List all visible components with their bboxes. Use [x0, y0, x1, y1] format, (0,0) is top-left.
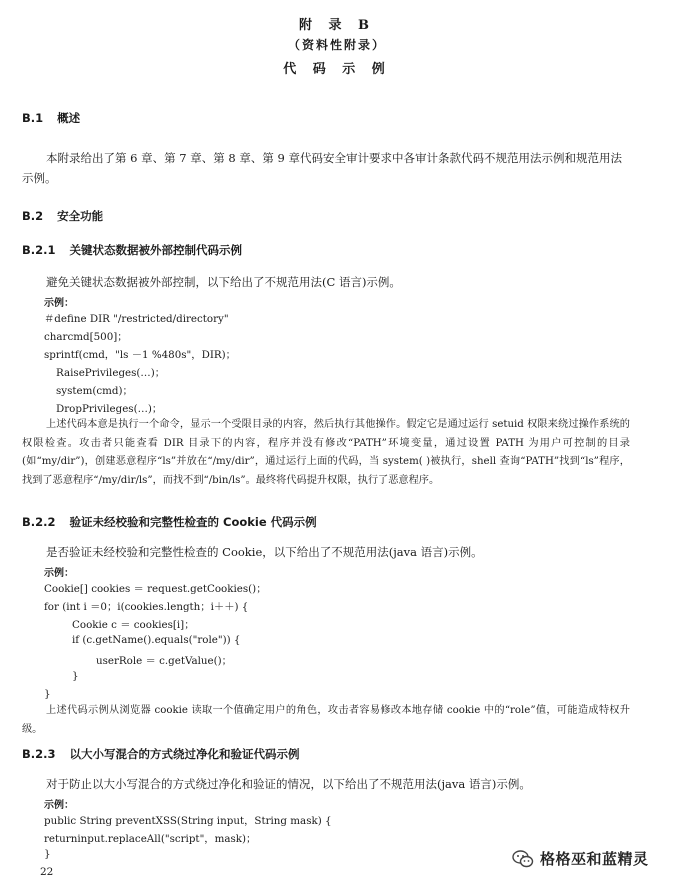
watermark: [512, 848, 649, 869]
code-line: Cookie c ＝ cookies[i]；: [72, 619, 195, 631]
example-label: 示例：: [44, 800, 74, 811]
section-title: 关键状态数据被外部控制代码示例: [69, 243, 243, 257]
code-line: ＃define DIR "/restricted/directory": [44, 313, 229, 325]
section-b21-intro: 避免关键状态数据被外部控制，以下给出了不规范用法(C 语言)示例。: [46, 275, 401, 289]
section-b2-heading: [22, 208, 103, 224]
section-b22-heading: [22, 514, 317, 530]
section-number: B.2.2: [22, 515, 56, 529]
section-title: 概述: [57, 111, 81, 125]
code-line: charcmd[500]；: [44, 331, 128, 343]
section-b21-heading: [22, 242, 242, 258]
appendix-title: 代 码 示 例: [283, 62, 391, 77]
appendix-nature: （资料性附录）: [287, 38, 386, 52]
code-line: Cookie[] cookies ＝ request.getCookies()；: [44, 583, 267, 595]
section-b22-description: 上述代码示例从浏览器 cookie 读取一个值确定用户的角色，攻击者容易修改本地存储 cookie 中的“role”值，可能造成特权升级。: [22, 705, 630, 735]
section-title: 验证未经校验和完整性检查的 Cookie 代码示例: [69, 515, 317, 529]
code-line: for (int i ＝0；i(cookies.length；i＋＋) {: [44, 601, 249, 613]
section-b1-paragraph: 本附录给出了第 6 章、第 7 章、第 8 章、第 9 章代码安全审计要求中各审计条款代码不规范用法示例和规范用法示例。: [22, 151, 623, 185]
code-line: DropPrivileges(…)；: [56, 403, 163, 415]
section-title: 以大小写混合的方式绕过净化和验证代码示例: [69, 747, 300, 761]
section-b23-heading: [22, 746, 300, 762]
section-b21-description: 上述代码本意是执行一个命令，显示一个受限目录的内容，然后执行其他操作。假定它是通过运行 setuid 权限来绕过操作系统的权限检查。攻击者只能查看 DIR 目录下的内容，程序并没有修改“PATH”环境变量，通过设置 PATH 为用户可控制的目录(如“my/dir”)，创建恶意程序“ls”并放在“/my/dir”，通过运行上面的代码，当 system( )被执行，shell 查询“PATH”找到“ls”程序，找到了恶意程序“/my/dir/ls”，而找不到“/bin/ls”。最终将代码提升权限，执行了恶意程序。: [22, 419, 630, 486]
code-line: public String preventXSS(String input，String mask) {: [44, 815, 332, 827]
section-number: B.2.3: [22, 747, 56, 761]
code-line: returninput.replaceAll("script"，mask)；: [44, 833, 257, 845]
code-line: RaisePrivileges(…)；: [56, 367, 166, 379]
watermark-text: 格格巫和蓝精灵: [540, 850, 649, 868]
code-line: }: [72, 670, 79, 682]
code-line: }: [44, 688, 51, 700]
page-number: 22: [40, 866, 54, 878]
section-title: 安全功能: [57, 209, 104, 223]
section-number: B.1: [22, 111, 44, 125]
section-b23-intro: 对于防止以大小写混合的方式绕过净化和验证的情况，以下给出了不规范用法(java 语言)示例。: [46, 777, 531, 791]
code-line: sprintf(cmd，"ls －1 %480s"，DIR)；: [44, 349, 236, 361]
example-label: 示例：: [44, 568, 74, 579]
appendix-heading: 附 录 B: [298, 18, 376, 33]
section-b22-intro: 是否验证未经校验和完整性检查的 Cookie，以下给出了不规范用法(java 语言)示例。: [46, 545, 483, 559]
section-b1-heading: [22, 110, 80, 126]
code-line: system(cmd)；: [56, 385, 133, 397]
example-label: 示例：: [44, 298, 74, 309]
code-line: userRole ＝ c.getValue()；: [96, 655, 232, 667]
code-line: }: [44, 848, 51, 860]
code-line: if (c.getName().equals("role")) {: [72, 634, 241, 646]
wechat-icon: [512, 850, 534, 868]
section-number: B.2: [22, 209, 44, 223]
section-number: B.2.1: [22, 243, 56, 257]
